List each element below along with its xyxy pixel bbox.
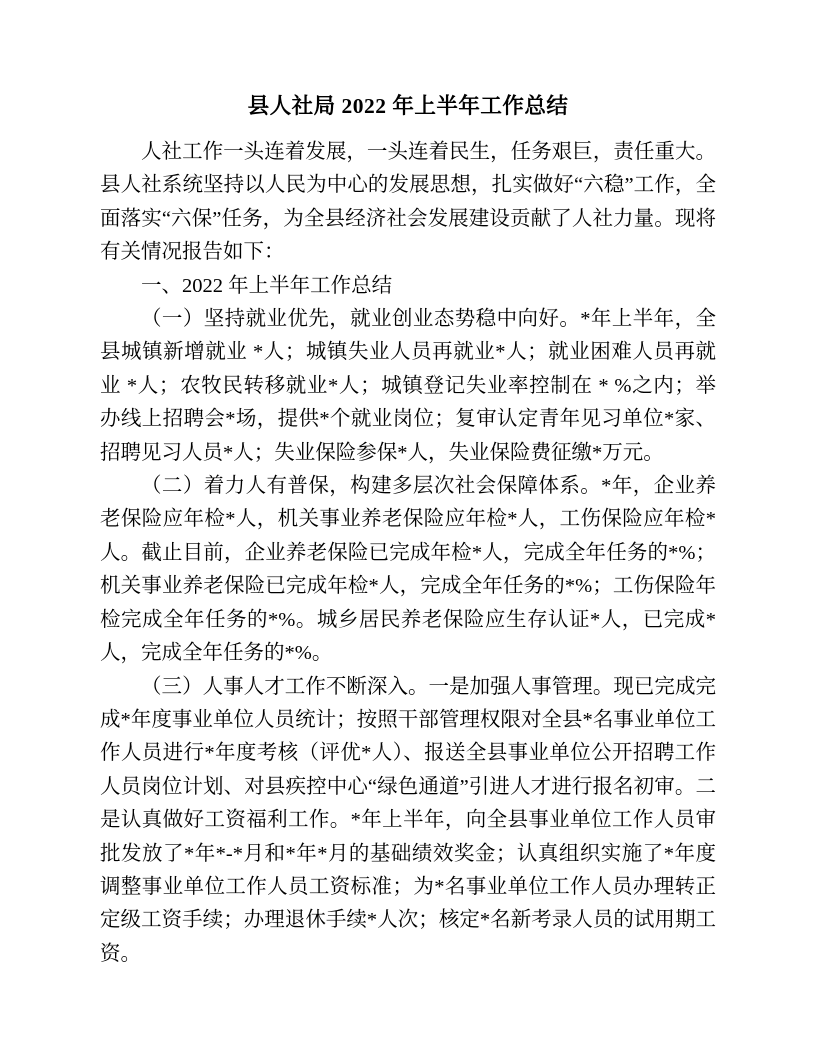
paragraph-employment: （一）坚持就业优先，就业创业态势稳中向好。*年上半年，全县城镇新增就业 *人；城镇失业人员再就业*人；就业困难人员再就业 *人；农牧民转移就业*人；城镇登记失业率控制在 * %之内；举办线上招聘会*场，提供*个就业岗位；复审认定青年见习单位*家、招聘见习人员*人；失业保险参保*人，失业保险费征缴*万元。	[100, 308, 716, 464]
document-title: 县人社局 2022 年上半年工作总结	[247, 94, 569, 118]
document-body	[100, 136, 716, 971]
paragraph-intro: 人社工作一头连着发展，一头连着民生，任务艰巨，责任重大。县人社系统坚持以人民为中心的发展思想，扎实做好“六稳”工作，全面落实“六保”任务，为全县经济社会发展建设贡献了人社力量。现将有关情况报告如下：	[100, 141, 716, 264]
paragraph-social-security: （二）着力人有普保，构建多层次社会保障体系。*年，企业养老保险应年检*人，机关事业养老保险应年检*人，工伤保险应年检*人。截止目前，企业养老保险已完成年检*人，完成全年任务的*%；机关事业养老保险已完成年检*人，完成全年任务的*%；工伤保险年检完成全年任务的*%。城乡居民养老保险应生存认证*人，已完成*人，完成全年任务的*%。	[100, 475, 716, 665]
section-heading: 一、2022 年上半年工作总结	[141, 274, 393, 297]
document-content	[100, 90, 716, 971]
paragraph-personnel: （三）人事人才工作不断深入。一是加强人事管理。现已完成完成*年度事业单位人员统计；按照干部管理权限对全县*名事业单位工作人员进行*年度考核（评优*人）、报送全县事业单位公开招聘工作人员岗位计划、对县疾控中心“绿色通道”引进人才进行报名初审。二是认真做好工资福利工作。*年上半年，向全县事业单位工作人员审批发放了*年*-*月和*年*月的基础绩效奖金；认真组织实施了*年度调整事业单位工作人员工资标准；为*名事业单位工作人员办理转正定级工资手续；办理退休手续*人次；核定*名新考录人员的试用期工资。	[100, 675, 716, 965]
